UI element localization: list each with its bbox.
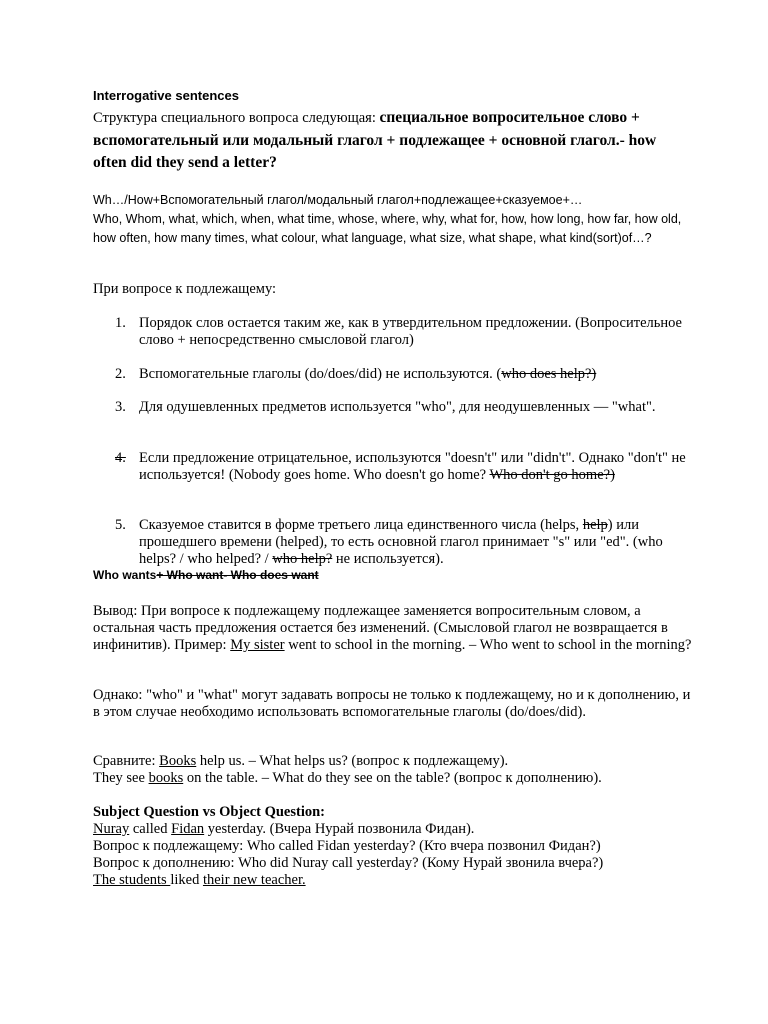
students-example [93,872,693,889]
object-question-example: Вопрос к дополнению: Who did Nuray call yesterday? (Кому Нурай звонила вчера?) [93,855,604,871]
subject-object-section [93,804,693,889]
conclusion-example-subject: My sister [230,637,285,653]
example-text: liked [170,872,203,888]
conclusion-text: went to school in the morning. – Who went to school in the morning? [284,637,692,653]
compare-paragraph [93,753,693,787]
who-wants-plain: Who wants [93,568,157,582]
list-text-struck: who does help?) [501,366,597,382]
question-words-list: Who, Whom, what, which, when, what time, whose, where, why, what for, how, how long, how far, how old, how often, how many times, what colour, what language, what size, what shape, what kind(sort)of…? [93,212,682,245]
list-text: Порядок слов остается таким же, как в утвердительном предложении. (Вопросительное слово + непосредственно смысловой глагол) [139,315,682,348]
conclusion-text: Вывод: При вопросе к подлежащему подлежащее заменяется вопросительным словом, а остальная часть предложения остается без изменений. (Смысловой глагол не возвращается в инфинитив). Пример: [93,603,668,653]
list-text-plain: ) или прошедшего времени (helped), то есть основной глагол принимает "s" или "ed". (who helps? / who helped? / [139,517,663,567]
underlined-subject: Nuray [93,821,130,837]
example-text: called [129,821,172,837]
list-number: 1. [115,315,126,331]
underlined-object: Fidan [171,821,205,837]
list-text-struck: who help? [272,551,333,567]
underlined-subject: The students [93,872,171,888]
intro-bold-formula: специальное вопросительное слово + вспомогательный или модальный глагол + подлежащее + основной глагол.- how often did they send a letter? [93,109,657,171]
list-text: Для одушевленных предметов используется "who", для неодушевленных — "what". [139,399,656,415]
who-wants-line [93,568,319,582]
list-number: 5. [115,517,126,533]
list-text-struck: Who don't go home?) [489,467,615,483]
list-text-struck: help [582,517,608,533]
subject-question-intro: При вопросе к подлежащему: [93,281,277,297]
intro-plain-text: Структура специального вопроса следующая: [93,110,380,126]
compare-text: They see [93,770,149,786]
list-text-plain: Вспомогательные глаголы (do/does/did) не используются. ( [139,366,502,382]
section-title: Subject Question vs Object Question: [93,804,325,820]
question-words-block [93,191,683,248]
compare-text: help us. – What helps us? (вопрос к подлежащему). [196,753,509,769]
list-number: 3. [115,399,126,415]
list-text-plain: Если предложение отрицательное, используются "doesn't" или "didn't". Однако "don't" не используется! (Nobody goes home. Who doesn't go home? [139,450,686,483]
compare-text: on the table. – What do they see on the table? (вопрос к дополнению). [183,770,602,786]
compare-line-2 [93,770,693,787]
compare-text: Сравните: [93,753,160,769]
compare-underlined: books [148,770,184,786]
document-heading: Interrogative sentences [93,88,239,103]
compare-underlined: Books [159,753,197,769]
list-number: 2. [115,366,126,382]
list-text [139,366,689,383]
compare-line-1 [93,753,693,770]
however-paragraph: Однако: "who" и "what" могут задавать вопросы не только к подлежащему, но и к дополнению, и в этом случае необходимо использовать вспомогательные глаголы (do/does/did). [93,687,691,720]
list-text [139,517,689,568]
list-number: 4. [115,450,126,466]
list-text [139,450,689,484]
list-text-plain: Сказуемое ставится в форме третьего лица единственного числа (helps, [139,517,583,533]
example-sentence [93,821,693,838]
subject-question-example: Вопрос к подлежащему: Who called Fidan yesterday? (Кто вчера позвонил Фидан?) [93,838,601,854]
example-text: yesterday. (Вчера Нурай позвонила Фидан). [204,821,475,837]
intro-paragraph [93,107,683,175]
who-wants-struck: + Who want- Who does want [156,568,319,582]
question-structure-line: Wh…/How+Вспомогательный глагол/модальный глагол+подлежащее+сказуемое+… [93,193,583,207]
list-text-plain: не используется). [332,551,444,567]
conclusion-paragraph [93,603,693,654]
underlined-object: their new teacher. [202,872,306,888]
